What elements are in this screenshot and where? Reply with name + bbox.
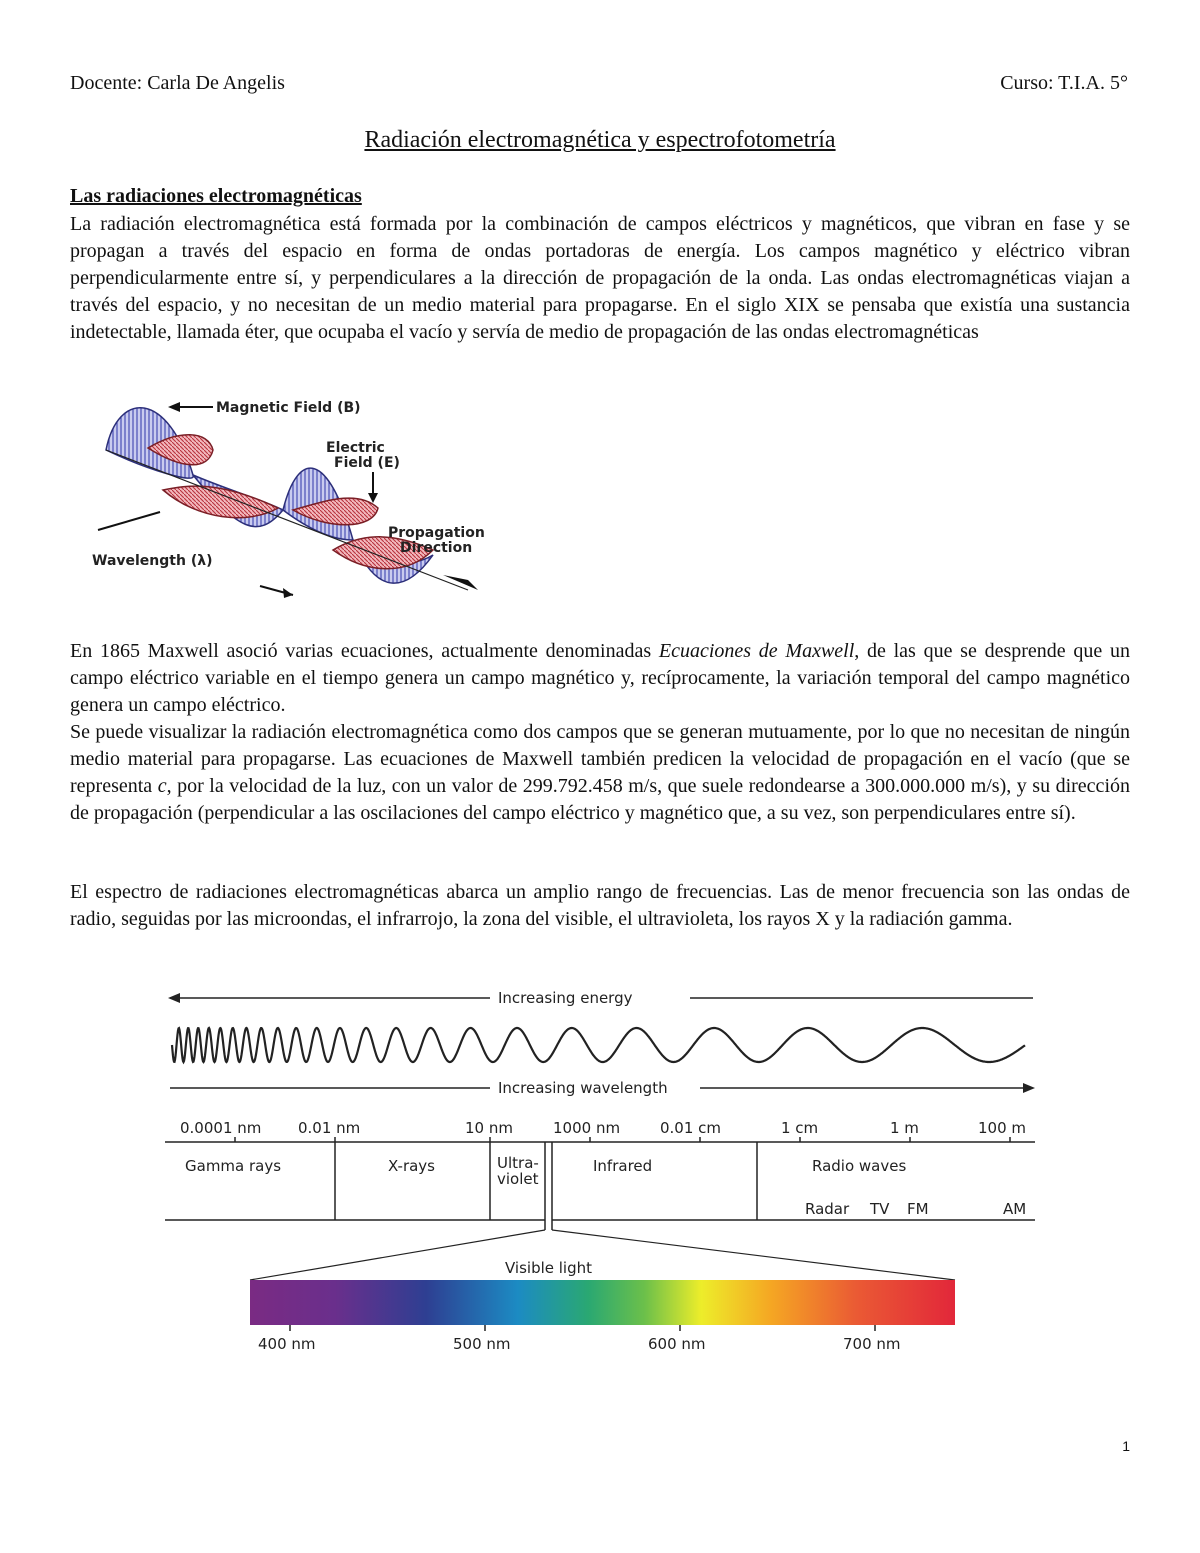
increasing-wavelength-label: Increasing wavelength bbox=[498, 1079, 668, 1097]
scale-label-4: 0.01 cm bbox=[660, 1119, 722, 1137]
tv-label: TV bbox=[870, 1200, 890, 1218]
scale-label-2: 10 nm bbox=[465, 1119, 513, 1137]
scale-label-7: 100 m bbox=[978, 1119, 1027, 1137]
fm-label: FM bbox=[907, 1200, 929, 1218]
magnetic-field-label: Magnetic Field (B) bbox=[216, 400, 361, 416]
visible-tick-600: 600 nm bbox=[648, 1335, 706, 1353]
spectrum-wave bbox=[172, 1028, 1025, 1062]
am-label: AM bbox=[1003, 1200, 1027, 1218]
course-name: Curso: T.I.A. 5° bbox=[1000, 72, 1128, 94]
visible-tick-500: 500 nm bbox=[453, 1335, 511, 1353]
teacher-name: Docente: Carla De Angelis bbox=[70, 72, 285, 94]
visible-tick-400: 400 nm bbox=[258, 1335, 316, 1353]
visible-spectrum-bar bbox=[250, 1280, 955, 1325]
electric-field-label-2: Field (E) bbox=[334, 455, 400, 471]
scale-label-5: 1 cm bbox=[781, 1119, 819, 1137]
wavelength-label: Wavelength (λ) bbox=[92, 553, 213, 569]
wavelength-arrow-icon bbox=[1023, 1083, 1035, 1093]
scale-label-3: 1000 nm bbox=[553, 1119, 621, 1137]
paragraph-maxwell: En 1865 Maxwell asoció varias ecuaciones, actualmente denominadas Ecuaciones de Maxwell, de las que se desprende que un campo eléctrico variable en el tiempo genera un campo magnético y, recíprocamente, la variación temporal del campo magnético genera un campo eléctrico. bbox=[70, 640, 1130, 716]
propagation-label-2: Direction bbox=[400, 540, 473, 556]
increasing-energy-label: Increasing energy bbox=[498, 989, 633, 1007]
visible-tick-700: 700 nm bbox=[843, 1335, 901, 1353]
magnetic-arrow-icon bbox=[168, 402, 180, 412]
scale-label-1: 0.01 nm bbox=[298, 1119, 361, 1137]
paragraph-speed: Se puede visualizar la radiación electromagnética como dos campos que se generan mutuamente, por lo que no necesitan de ningún medio material para propagarse. Las ecuaciones de Maxwell también predicen la velocidad de propagación en el vacío (que se representa c, por la velocidad de la luz, con un valor de 299.792.458 m/s, que suele redondearse a 300.000.000 m/s), y su dirección de propagación (perpendicular a las oscilaciones del campo eléctrico y magnético que, a su vez, son perpendiculares entre sí). bbox=[70, 721, 1130, 824]
energy-arrow-icon bbox=[168, 993, 180, 1003]
visible-light-label: Visible light bbox=[505, 1259, 593, 1277]
x-rays-label: X-rays bbox=[388, 1157, 435, 1175]
em-spectrum-figure bbox=[160, 985, 1045, 1360]
radar-label: Radar bbox=[805, 1200, 850, 1218]
wavelength-arrow-icon bbox=[283, 588, 293, 598]
electric-field-label-1: Electric bbox=[326, 440, 385, 456]
propagation-axis bbox=[106, 450, 468, 590]
scale-label-0: 0.0001 nm bbox=[180, 1119, 262, 1137]
propagation-label-1: Propagation bbox=[388, 525, 485, 541]
paragraph-intro: La radiación electromagnética está formada por la combinación de campos eléctricos y magnéticos, que vibran en fase y se propagan a través del espacio en forma de ondas portadoras de energía. Los campos magnético y eléctrico vibran perpendicularmente entre sí, y perpendiculares a la dirección de propagación de la onda. Las ondas electromagnéticas viajan a través del espacio, y no necesitan de un medio material para propagarse. En el siglo XIX se pensaba que existía una sustancia indetectable, llamada éter, que ocupaba el vacío y servía de medio de propagación de las ondas electromagnéticas bbox=[70, 213, 1130, 343]
em-wave-figure bbox=[88, 390, 503, 610]
scale-label-6: 1 m bbox=[890, 1119, 919, 1137]
radio-waves-label: Radio waves bbox=[812, 1157, 907, 1175]
paragraph-spectrum: El espectro de radiaciones electromagnéticas abarca un amplio rango de frecuencias. Las de menor frecuencia son las ondas de radio, seguidas por las microondas, el infrarrojo, la zona del visible, el ultravioleta, los rayos X y la radiación gamma. bbox=[70, 881, 1130, 930]
infrared-label: Infrared bbox=[593, 1157, 653, 1175]
ultraviolet-label-1: Ultra- bbox=[497, 1154, 539, 1172]
gamma-rays-label: Gamma rays bbox=[185, 1157, 282, 1175]
section-heading: Las radiaciones electromagnéticas bbox=[70, 185, 362, 207]
page-number: 1 bbox=[1122, 1438, 1130, 1454]
page-title: Radiación electromagnética y espectrofotometría bbox=[364, 127, 836, 153]
ultraviolet-label-2: violet bbox=[497, 1170, 539, 1188]
